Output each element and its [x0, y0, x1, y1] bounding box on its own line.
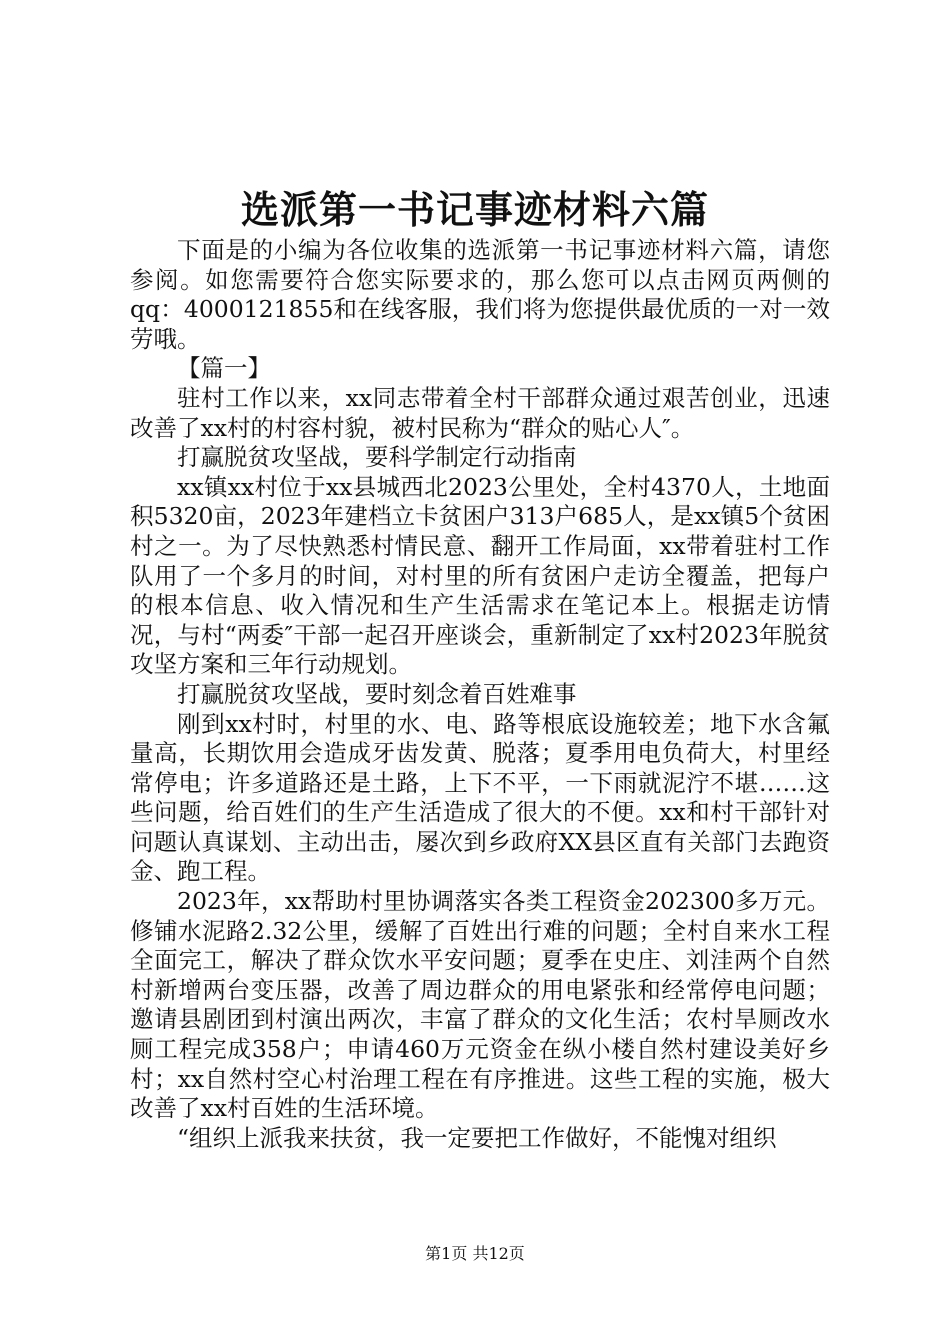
document-body [130, 236, 830, 1153]
body-paragraph: 刚到xx村时，村里的水、电、路等根底设施较差；地下水含氟量高，长期饮用会造成牙齿发黄、脱落；夏季用电负荷大，村里经常停电；许多道路还是土路，上下不平，一下雨就泥泞不堪……这些问题，给百姓们的生产生活造成了很大的不便。xx和村干部针对问题认真谋划、主动出击，屡次到乡政府XX县区直有关部门去跑资金、跑工程。 [130, 709, 830, 886]
page-footer: 第1页 共12页 [425, 1244, 525, 1263]
body-paragraph: 2023年，xx帮助村里协调落实各类工程资金202300多万元。修铺水泥路2.32公里，缓解了百姓出行难的问题；全村自来水工程全面完工，解决了群众饮水平安问题；夏季在史庄、刘洼两个自然村新增两台变压器，改善了周边群众的用电紧张和经常停电问题；邀请县剧团到村演出两次，丰富了群众的文化生活；农村旱厕改水厕工程完成358户；申请460万元资金在纵小楼自然村建设美好乡村；xx自然村空心村治理工程在有序推进。这些工程的实施，极大改善了xx村百姓的生活环境。 [130, 887, 830, 1123]
subheading: 打赢脱贫攻坚战，要科学制定行动指南 [177, 443, 577, 472]
subheading: 打赢脱贫攻坚战，要时刻念着百姓难事 [177, 679, 577, 708]
document-title: 选派第一书记事迹材料六篇 [240, 187, 709, 232]
body-paragraph: “组织上派我来扶贫，我一定要把工作做好，不能愧对组织 [177, 1123, 777, 1152]
body-paragraph: 驻村工作以来，xx同志带着全村干部群众通过艰苦创业，迅速改善了xx村的村容村貌，被村民称为“群众的贴心人″。 [130, 383, 830, 442]
section-heading: 【篇一】 [177, 354, 271, 383]
intro-paragraph: 下面是的小编为各位收集的选派第一书记事迹材料六篇，请您参阅。如您需要符合您实际要求的，那么您可以点击网页两侧的qq：4000121855和在线客服，我们将为您提供最优质的一对一效劳哦。 [130, 236, 830, 353]
body-paragraph: xx镇xx村位于xx县城西北2023公里处，全村4370人，土地面积5320亩，2023年建档立卡贫困户313户685人，是xx镇5个贫困村之一。为了尽快熟悉村情民意、翻开工作局面，xx带着驻村工作队用了一个多月的时间，对村里的所有贫困户走访全覆盖，把每户的根本信息、收入情况和生产生活需求在笔记本上。根据走访情况，与村“两委″干部一起召开座谈会，重新制定了xx村2023年脱贫攻坚方案和三年行动规划。 [130, 472, 830, 679]
